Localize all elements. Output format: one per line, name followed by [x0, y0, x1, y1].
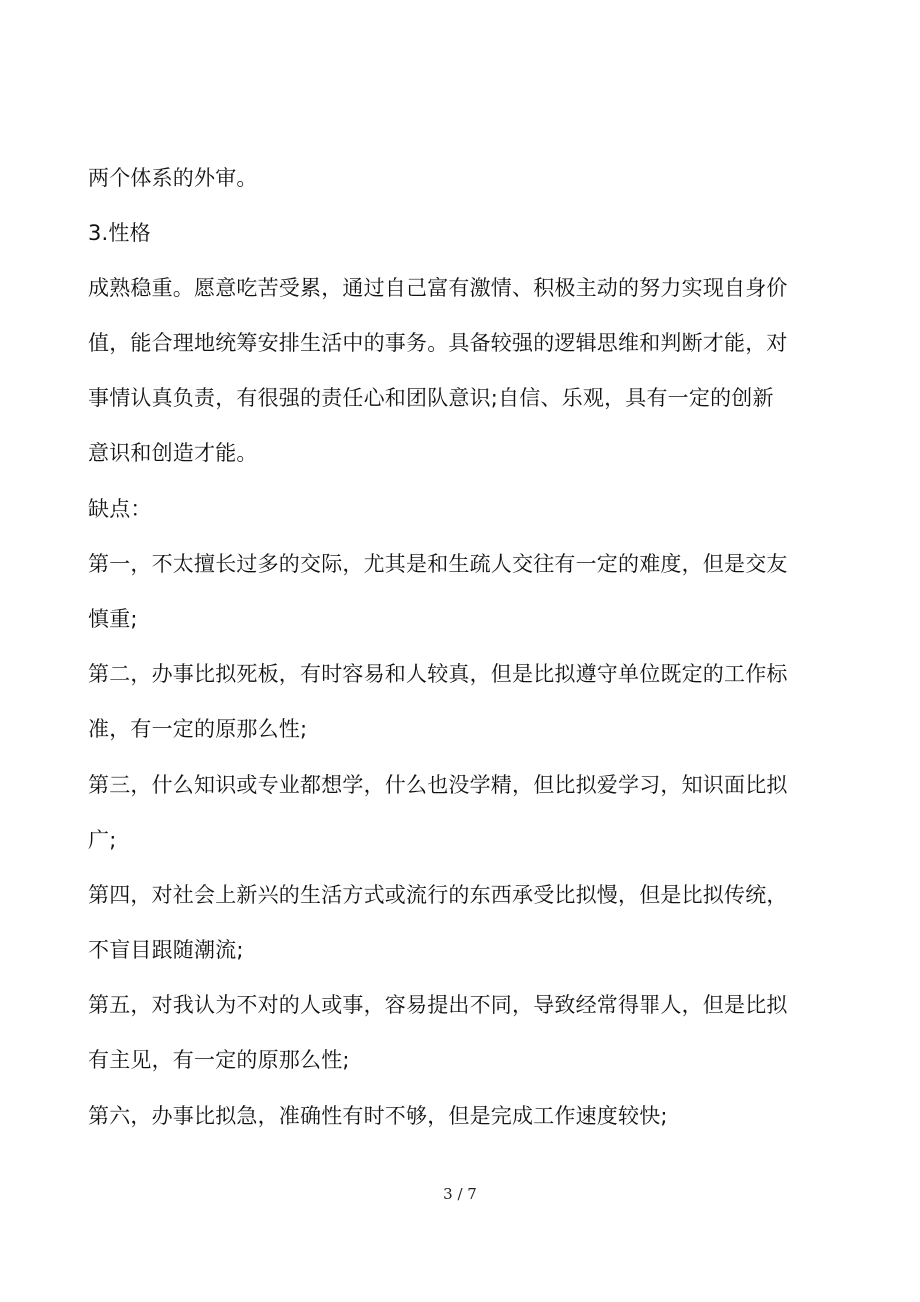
section-heading: 3.性格: [88, 221, 151, 245]
text-line: 第四，对社会上新兴的生活方式或流行的东西承受比拟慢，但是比拟传统，: [88, 883, 788, 907]
text-line: 两个体系的外审。: [88, 166, 258, 190]
text-line: 第五，对我认为不对的人或事，容易提出不同，导致经常得罪人，但是比拟: [88, 993, 788, 1017]
text-line: 慎重;: [88, 607, 138, 631]
text-line: 成熟稳重。愿意吃苦受累，通过自己富有激情、积极主动的努力实现自身价: [88, 276, 788, 300]
text-line: 准，有一定的原那么性;: [88, 717, 308, 741]
text-line: 第三，什么知识或专业都想学，什么也没学精，但比拟爱学习，知识面比拟: [88, 773, 788, 797]
text-line: 第六，办事比拟急，准确性有时不够，但是完成工作速度较快;: [88, 1104, 668, 1128]
page-number: 3 / 7: [443, 1185, 477, 1203]
text-line: 意识和创造才能。: [88, 441, 258, 465]
text-line: 值，能合理地统筹安排生活中的事务。具备较强的逻辑思维和判断才能，对: [88, 331, 788, 355]
subheading: 缺点：: [88, 497, 152, 521]
text-line: 第二，办事比拟死板，有时容易和人较真，但是比拟遵守单位既定的工作标: [88, 662, 788, 686]
text-line: 事情认真负责，有很强的责任心和团队意识;自信、乐观，具有一定的创新: [88, 386, 774, 410]
text-line: 有主见，有一定的原那么性;: [88, 1048, 350, 1072]
text-line: 第一，不太擅长过多的交际，尤其是和生疏人交往有一定的难度，但是交友: [88, 552, 788, 576]
text-line: 不盲目跟随潮流;: [88, 938, 244, 962]
text-line: 广;: [88, 828, 117, 852]
